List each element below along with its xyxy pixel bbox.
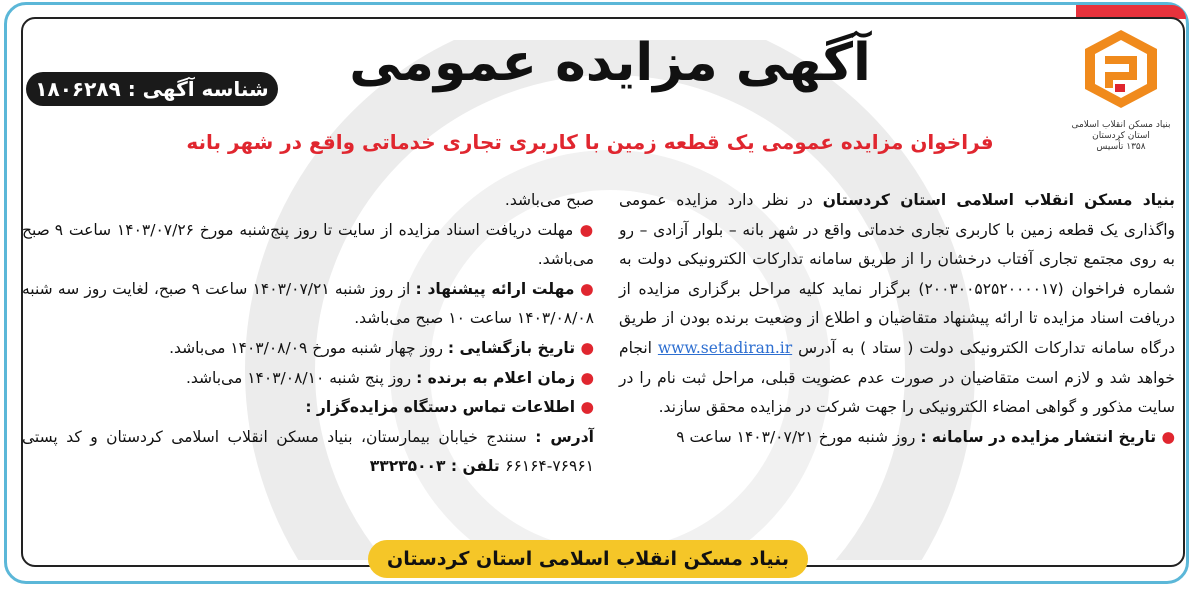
page-title: آگهی مزایده عمومی <box>349 33 871 93</box>
phone-value[interactable]: ۳۳۲۳۵۰۰۳ <box>369 457 446 476</box>
bullet-icon: ● <box>573 220 594 239</box>
opening-date-label: تاریخ بازگشایی : <box>447 338 576 357</box>
address-label: آدرس : <box>535 427 594 446</box>
publish-date-value: روز شنبه مورخ ۱۴۰۳/۰۷/۲۱ ساعت ۹ <box>676 427 921 446</box>
logo <box>1071 28 1171 168</box>
offer-deadline-value: از روز شنبه ۱۴۰۳/۰۷/۲۱ ساعت ۹ صبح، لغایت روز سه شنبه ۱۴۰۳/۰۸/۰۸ ساعت ۱۰ صبح می‌باشد. <box>22 279 594 328</box>
logo-caption-line2: استان کردستان <box>1092 131 1150 141</box>
opening-date-value: روز چهار شنبه مورخ ۱۴۰۳/۰۸/۰۹ می‌باشد. <box>169 338 448 357</box>
bullet-icon: ● <box>575 368 594 387</box>
ad-id-badge: شناسه آگهی : ۱۸۰۶۲۸۹ <box>26 72 278 106</box>
doc-deadline-text: مهلت دریافت اسناد مزایده از سایت تا روز پنج‌شنبه مورخ ۱۴۰۳/۰۷/۲۶ ساعت ۹ صبح می‌باشد. <box>22 220 594 269</box>
subtitle: فراخوان مزایده عمومی یک قطعه زمین با کاربری تجاری خدماتی واقع در شهر بانه <box>186 130 994 154</box>
logo-caption-line3: ۱۳۵۸ تأسیس <box>1096 142 1146 152</box>
opening-date-item <box>22 334 594 364</box>
phone-label: تلفن : <box>445 457 506 476</box>
setadiran-link[interactable]: www.setadiran.ir <box>657 338 793 357</box>
logo-caption-line1: بنیاد مسکن انقلاب اسلامی <box>1071 120 1171 130</box>
publish-date-item <box>619 423 1175 453</box>
org-name: بنیاد مسکن انقلاب اسلامی استان کردستان <box>822 191 1175 209</box>
housing-foundation-logo-icon <box>1083 28 1159 110</box>
offer-deadline-label: مهلت ارائه پیشنهاد : <box>415 279 575 298</box>
contact-info-item <box>22 393 594 423</box>
footer-org-banner: بنیاد مسکن انقلاب اسلامی استان کردستان <box>368 540 808 578</box>
winner-date-item <box>22 364 594 394</box>
bullet-icon: ● <box>575 398 594 417</box>
body-right-column <box>619 186 1175 452</box>
intro-paragraph <box>619 186 1175 423</box>
winner-date-value: روز پنج شنبه ۱۴۰۳/۰۸/۱۰ می‌باشد. <box>185 368 417 387</box>
bullet-icon: ● <box>574 279 595 298</box>
publish-date-continued: صبح می‌باشد. <box>504 191 594 209</box>
bullet-icon: ● <box>575 338 594 357</box>
logo-caption <box>1071 120 1171 153</box>
offer-deadline-item <box>22 275 594 334</box>
bullet-icon: ● <box>1156 427 1175 446</box>
contact-info-label: اطلاعات تماس دستگاه مزایده‌گزار : <box>305 398 576 417</box>
winner-date-label: زمان اعلام به برنده : <box>416 368 576 387</box>
intro-text: در نظر دارد مزایده عمومی واگذاری یک قطعه زمین با کاربری تجاری خدماتی واقع در شهر بانه – بلوار آزادی – رو به روی مجتمع تجاری آفتاب درخشان را از طریق سامانه تدارکات الکترونیکی دولت به شماره فراخوان (۲۰۰۳۰۰۵۲۵۲۰۰۰۰۱۷) برگزار نماید کلیه مراحل برگزاری مزایده از دریافت اسناد مزایده تا ارائه پیشنهاد متقاضیان و اطلاع از وضعیت برنده بودن از طریق درگاه سامانه تدارکات الکترونیکی دولت ( ستاد ) به آدرس <box>619 191 1176 357</box>
publish-date-label: تاریخ انتشار مزایده در سامانه : <box>920 427 1157 446</box>
address-item <box>22 423 594 482</box>
address-value: سنندج خیابان بیمارستان، بنیاد مسکن انقلاب اسلامی کردستان و کد پستی ۷۶۹۶۱-۶۶۱۶۴ <box>22 427 594 476</box>
intro-text-end: انجام خواهد شد و لازم است متقاضیان در صورت عدم عضویت قبلی، مراحل ثبت نام را در سایت مذکور و گواهی امضاء الکترونیکی را جهت شرکت در مزایده محقق سازند. <box>619 338 1175 417</box>
body-left-column <box>22 186 594 482</box>
doc-deadline-item <box>22 216 594 275</box>
